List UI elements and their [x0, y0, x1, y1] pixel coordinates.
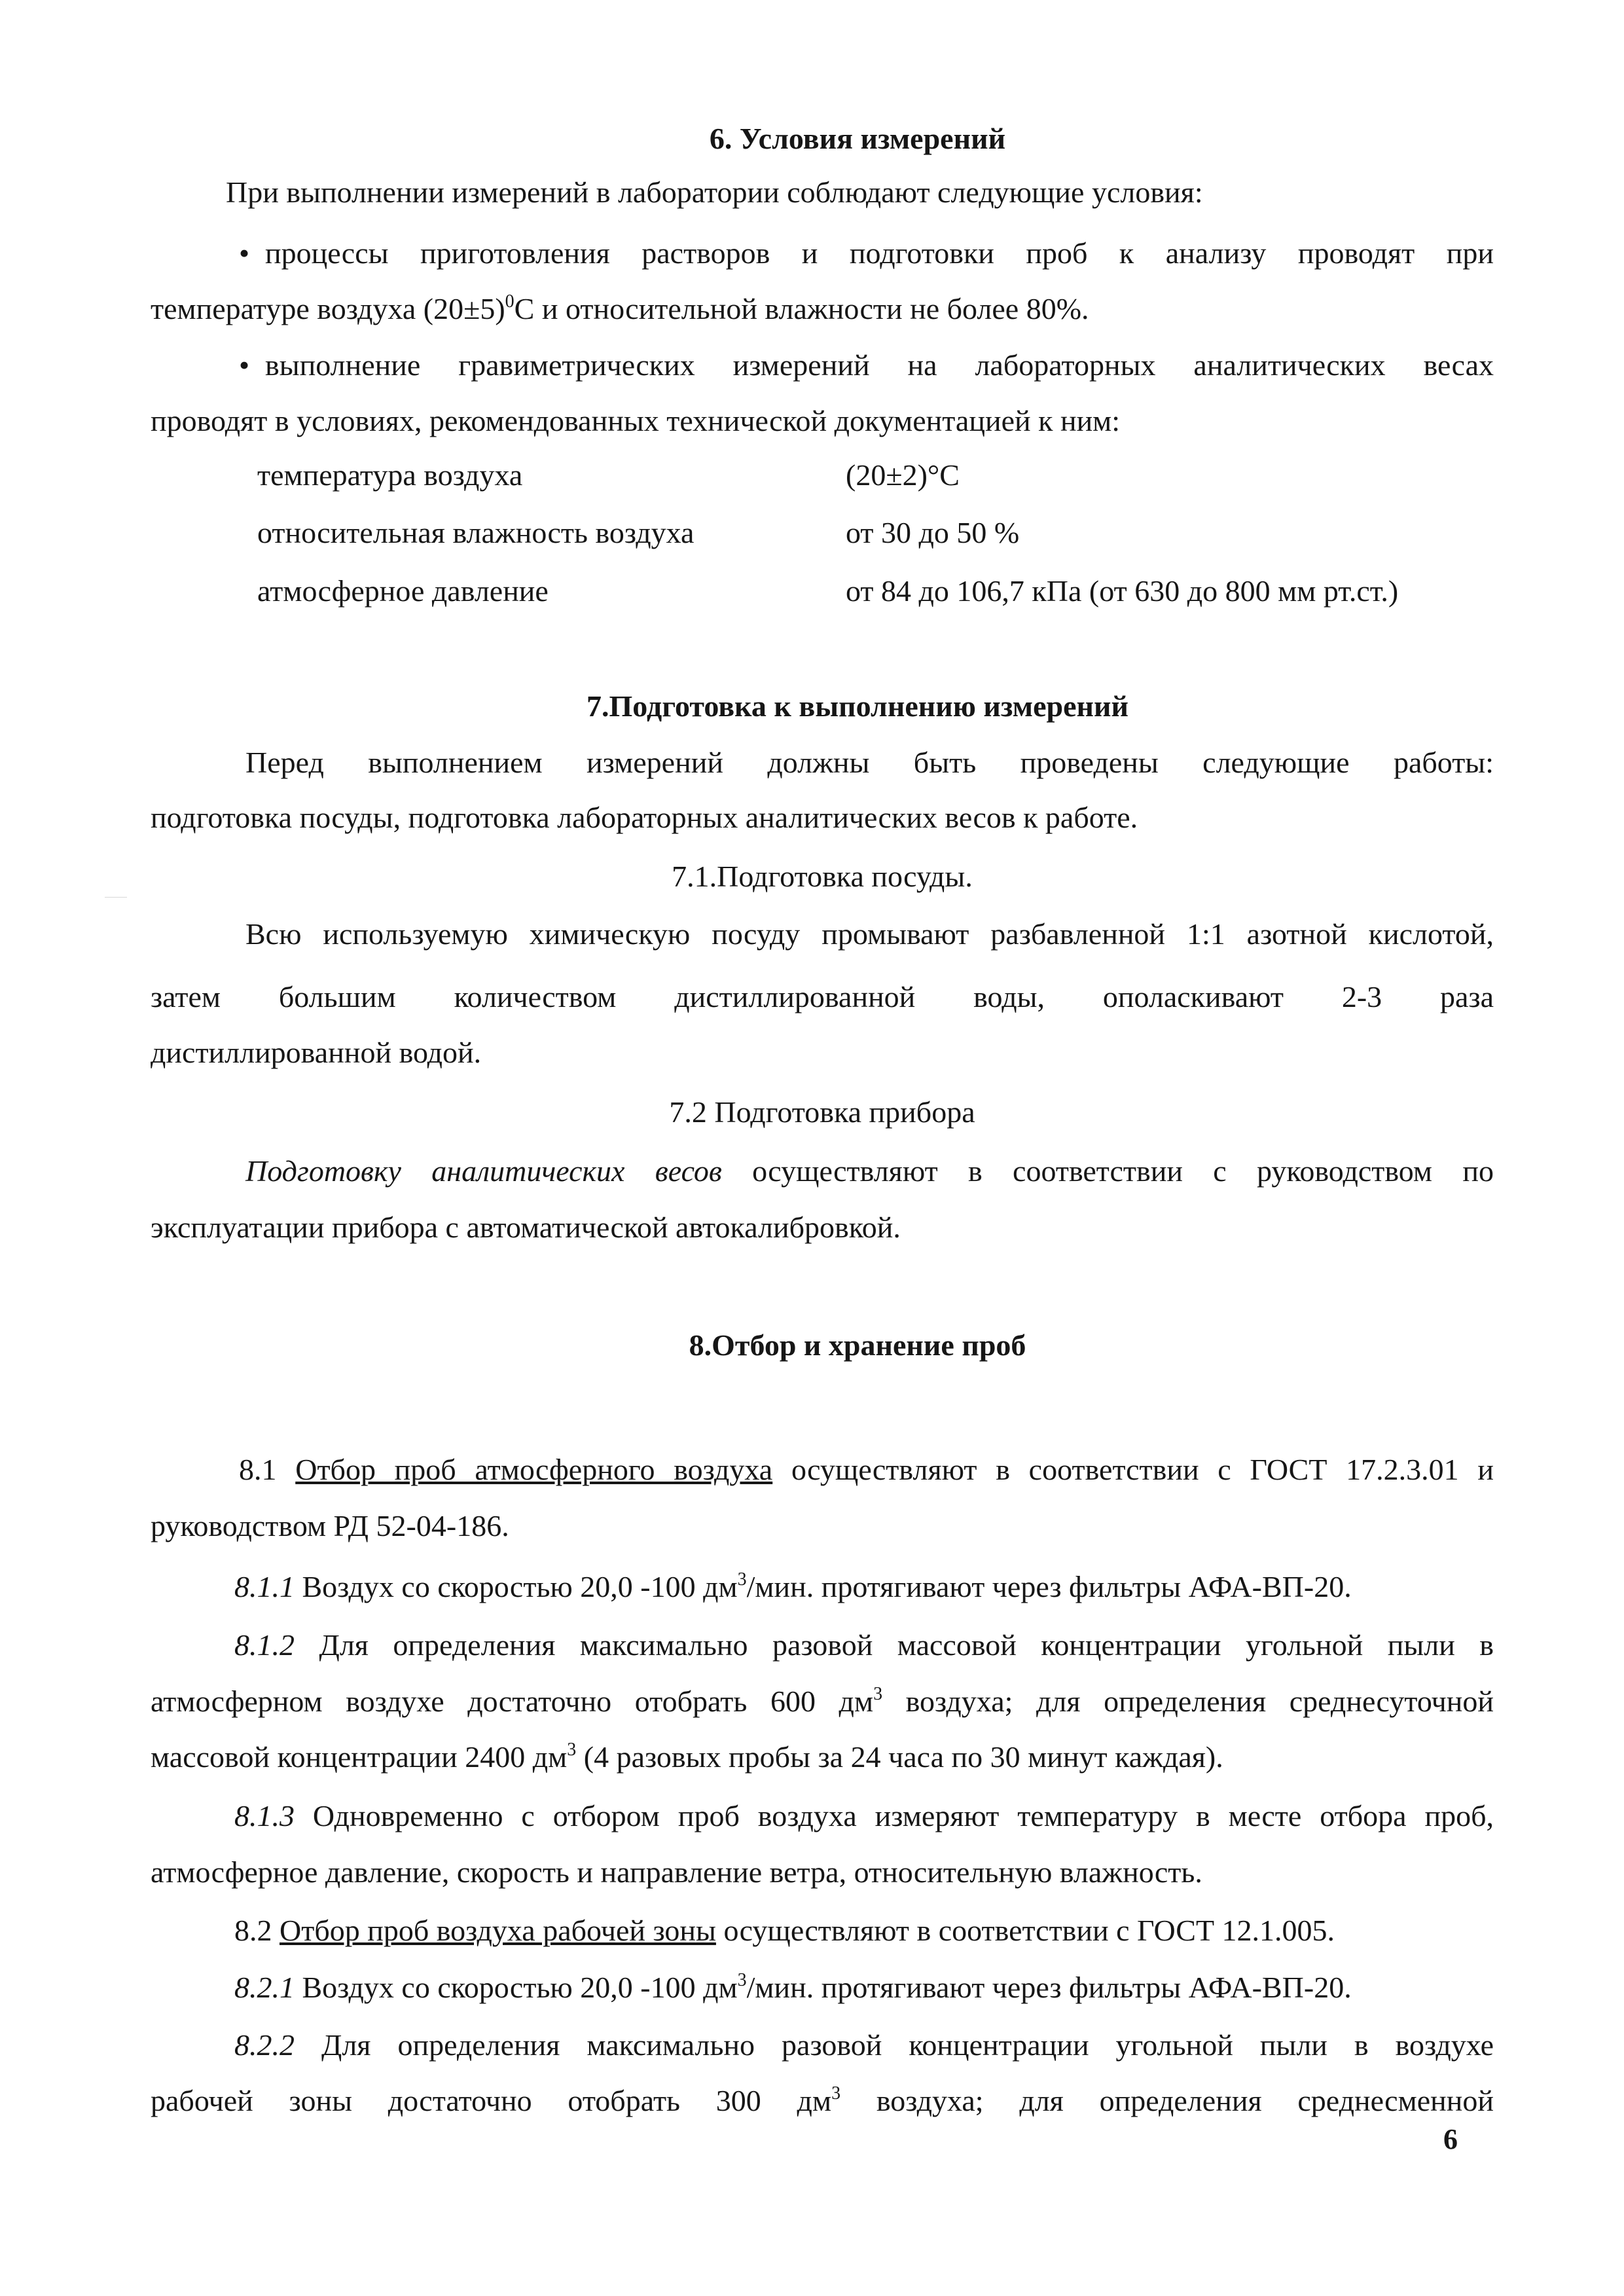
paragraph-8-1-2-line-2-end: воздуха; для определения среднесуточной	[882, 1685, 1494, 1718]
paragraph-8-1-line-2: руководством РД 52-04-186.	[151, 1509, 509, 1542]
paragraph-8-1-2-line-2-start: атмосферном воздухе достаточно отобрать 600 дм	[151, 1685, 874, 1718]
paragraph-8-1-3-line-1	[234, 1797, 1494, 1835]
paragraph-8-1-3-number: 8.1.3	[234, 1799, 295, 1832]
cubic-superscript: 3	[737, 1970, 747, 1990]
cubic-superscript: 3	[567, 1740, 577, 1760]
paragraph-8-1-line-1	[239, 1451, 1494, 1489]
paragraph-8-2-1-text: Воздух со скоростью 20,0 -100 дм	[295, 1971, 738, 2004]
margin-mark	[105, 897, 127, 898]
section-7-intro-line-1: Перед выполнением измерений должны быть проведены следующие работы:	[245, 746, 1494, 779]
paragraph-8-1-3-text: Одновременно с отбором проб воздуха измеряют температуру в месте отбора проб,	[295, 1799, 1494, 1832]
paragraph-8-2-1	[234, 1969, 1494, 2007]
section-8-heading: 8.Отбор и хранение проб	[689, 1328, 1026, 1362]
section-7-intro-line-2: подготовка посуды, подготовка лабораторных аналитических весов к работе.	[151, 801, 1138, 834]
paragraph-8-1-2-line-3	[151, 1738, 1494, 1776]
section-7-heading: 7.Подготовка к выполнению измерений	[586, 689, 1128, 723]
paragraph-8-1-text: осуществляют в соответствии с ГОСТ 17.2.3.01 и	[772, 1453, 1494, 1486]
temperature-text: температуре воздуха (20±5)	[151, 292, 505, 325]
section-6-bullet-2-line-2: проводят в условиях, рекомендованных технической документацией к ним:	[151, 404, 1121, 437]
paragraph-8-2-2-text: Для определения максимально разовой концентрации угольной пыли в воздухе	[295, 2028, 1494, 2062]
paragraph-8-1-1-tail: /мин. протягивают через фильтры АФА-ВП-20.	[746, 1570, 1352, 1603]
subsection-7-1-title: 7.1.Подготовка посуды.	[672, 860, 973, 893]
paragraph-8-1-2-line-3-end: (4 разовых пробы за 24 часа по 30 минут каждая).	[576, 1740, 1223, 1774]
condition-label-humidity: относительная влажность воздуха	[257, 516, 695, 549]
atmospheric-air-sampling-link: Отбор проб атмосферного воздуха	[295, 1453, 773, 1486]
cubic-superscript: 3	[737, 1569, 747, 1590]
bullet-marker: •	[239, 236, 250, 270]
subsection-7-2-text: осуществляют в соответствии с руководством по	[721, 1154, 1494, 1188]
bullet-marker: •	[239, 348, 250, 382]
section-6-bullet-1-line-2	[151, 290, 1494, 328]
bullet-2-text: выполнение гравиметрических измерений на лабораторных аналитических весах	[265, 348, 1494, 382]
paragraph-8-1-2-line-2	[151, 1683, 1494, 1721]
paragraph-8-2-2-number: 8.2.2	[234, 2028, 295, 2062]
work-zone-sampling-link: Отбор проб воздуха рабочей зоны	[280, 1914, 716, 1947]
cubic-superscript: 3	[831, 2083, 841, 2104]
humidity-text: С и относительной влажности не более 80%.	[514, 292, 1089, 325]
section-6-bullet-1-line-1	[239, 234, 1494, 272]
subsection-7-2-line-2: эксплуатации прибора с автоматической автокалибровкой.	[151, 1211, 901, 1244]
paragraph-8-1-1-text: Воздух со скоростью 20,0 -100 дм	[295, 1570, 738, 1603]
section-6-bullet-2-line-1	[239, 346, 1494, 384]
subsection-7-1-line-1: Всю используемую химическую посуду промывают разбавленной 1:1 азотной кислотой,	[245, 917, 1494, 951]
bullet-1-text: процессы приготовления растворов и подготовки проб к анализу проводят при	[265, 236, 1494, 270]
paragraph-8-2-2-line-2	[151, 2082, 1494, 2120]
paragraph-8-2-number: 8.2	[234, 1914, 280, 1947]
condition-value-humidity: от 30 до 50 %	[846, 516, 1020, 549]
cubic-superscript: 3	[873, 1684, 883, 1704]
subsection-7-2-title: 7.2 Подготовка прибора	[669, 1095, 975, 1129]
paragraph-8-1-2-text: Для определения максимально разовой массовой концентрации угольной пыли в	[295, 1628, 1494, 1662]
paragraph-8-1-number: 8.1	[239, 1453, 296, 1486]
condition-label-pressure: атмосферное давление	[257, 574, 549, 608]
degree-superscript: 0	[505, 291, 514, 312]
paragraph-8-2-1-tail: /мин. протягивают через фильтры АФА-ВП-20.	[746, 1971, 1352, 2004]
paragraph-8-2-1-number: 8.2.1	[234, 1971, 295, 2004]
page-number: 6	[1443, 2123, 1458, 2155]
paragraph-8-2-2-line-1	[234, 2026, 1494, 2064]
paragraph-8-2-2-line-2-end: воздуха; для определения среднесменной	[840, 2084, 1494, 2117]
condition-value-pressure: от 84 до 106,7 кПа (от 630 до 800 мм рт.ст.)	[846, 574, 1399, 608]
paragraph-8-1-1-number: 8.1.1	[234, 1570, 295, 1603]
section-6-intro: При выполнении измерений в лаборатории соблюдают следующие условия:	[226, 175, 1203, 209]
paragraph-8-1-2-line-3-start: массовой концентрации 2400 дм	[151, 1740, 568, 1774]
paragraph-8-1-1	[234, 1568, 1494, 1606]
balance-preparation-italic: Подготовку аналитических весов	[245, 1154, 722, 1188]
paragraph-8-2	[234, 1912, 1494, 1950]
paragraph-8-1-2-line-1	[234, 1626, 1494, 1664]
condition-value-temperature: (20±2)°С	[846, 458, 960, 492]
paragraph-8-1-3-line-2: атмосферное давление, скорость и направление ветра, относительную влажность.	[151, 1855, 1202, 1889]
paragraph-8-2-text: осуществляют в соответствии с ГОСТ 12.1.005.	[715, 1914, 1335, 1947]
subsection-7-1-line-3: дистиллированной водой.	[151, 1036, 482, 1069]
section-6-heading: 6. Условия измерений	[709, 122, 1006, 155]
subsection-7-1-line-2: затем большим количеством дистиллированной воды, ополаскивают 2-3 раза	[151, 980, 1494, 1013]
paragraph-8-1-2-number: 8.1.2	[234, 1628, 295, 1662]
subsection-7-2-line-1	[245, 1152, 1494, 1190]
paragraph-8-2-2-line-2-start: рабочей зоны достаточно отобрать 300 дм	[151, 2084, 832, 2117]
condition-label-temperature: температура воздуха	[257, 458, 523, 492]
